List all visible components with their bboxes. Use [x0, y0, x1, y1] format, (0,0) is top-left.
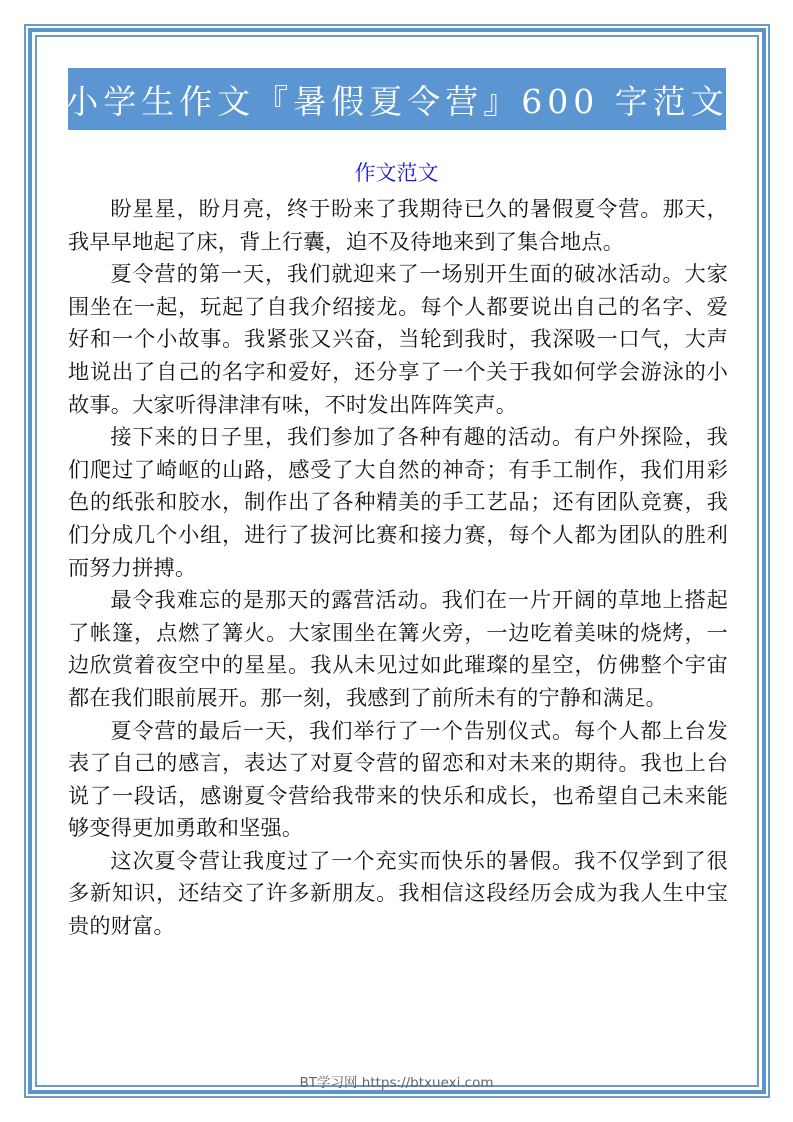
- essay-paragraph-3: 接下来的日子里，我们参加了各种有趣的活动。有户外探险，我们爬过了崎岖的山路，感受了大自然的神奇；有手工制作，我们用彩色的纸张和胶水，制作出了各种精美的手工艺品；还有团队竞赛，我们分成几个小组，进行了拔河比赛和接力赛，每个人都为团队的胜利而努力拼搏。: [68, 424, 728, 580]
- footer-watermark: BT学习网 https://btxuexi.com: [299, 1075, 494, 1091]
- page-title: 小学生作文『暑假夏令营』600 字范文: [65, 81, 729, 121]
- section-subtitle: 作文范文: [354, 161, 439, 185]
- essay-paragraph-4: 最令我难忘的是那天的露营活动。我们在一片开阔的草地上搭起了帐篷，点燃了篝火。大家围坐在篝火旁，一边吃着美味的烧烤，一边欣赏着夜空中的星星。我从未见过如此璀璨的星空，仿佛整个宇宙都在我们眼前展开。那一刻，我感到了前所未有的宁静和满足。: [68, 587, 728, 710]
- essay-paragraph-5: 夏令营的最后一天，我们举行了一个告别仪式。每个人都上台发表了自己的感言，表达了对夏令营的留恋和对未来的期待。我也上台说了一段话，感谢夏令营给我带来的快乐和成长，也希望自己未来能够变得更加勇敢和坚强。: [68, 717, 728, 841]
- essay-paragraph-1: 盼星星，盼月亮，终于盼来了我期待已久的暑假夏令营。那天，我早早地起了床，背上行囊，迫不及待地来到了集合地点。: [68, 196, 728, 254]
- essay-paragraph-6: 这次夏令营让我度过了一个充实而快乐的暑假。我不仅学到了很多新知识，还结交了许多新朋友。我相信这段经历会成为我人生中宝贵的财富。: [68, 847, 728, 939]
- essay-paragraph-2: 夏令营的第一天，我们就迎来了一场别开生面的破冰活动。大家围坐在一起，玩起了自我介绍接龙。每个人都要说出自己的名字、爱好和一个小故事。我紧张又兴奋，当轮到我时，我深吸一口气，大声地说出了自己的名字和爱好，还分享了一个关于我如何学会游泳的小故事。大家听得津津有味，不时发出阵阵笑声。: [68, 261, 728, 417]
- title-banner: [65, 68, 729, 130]
- essay-body: [68, 193, 728, 943]
